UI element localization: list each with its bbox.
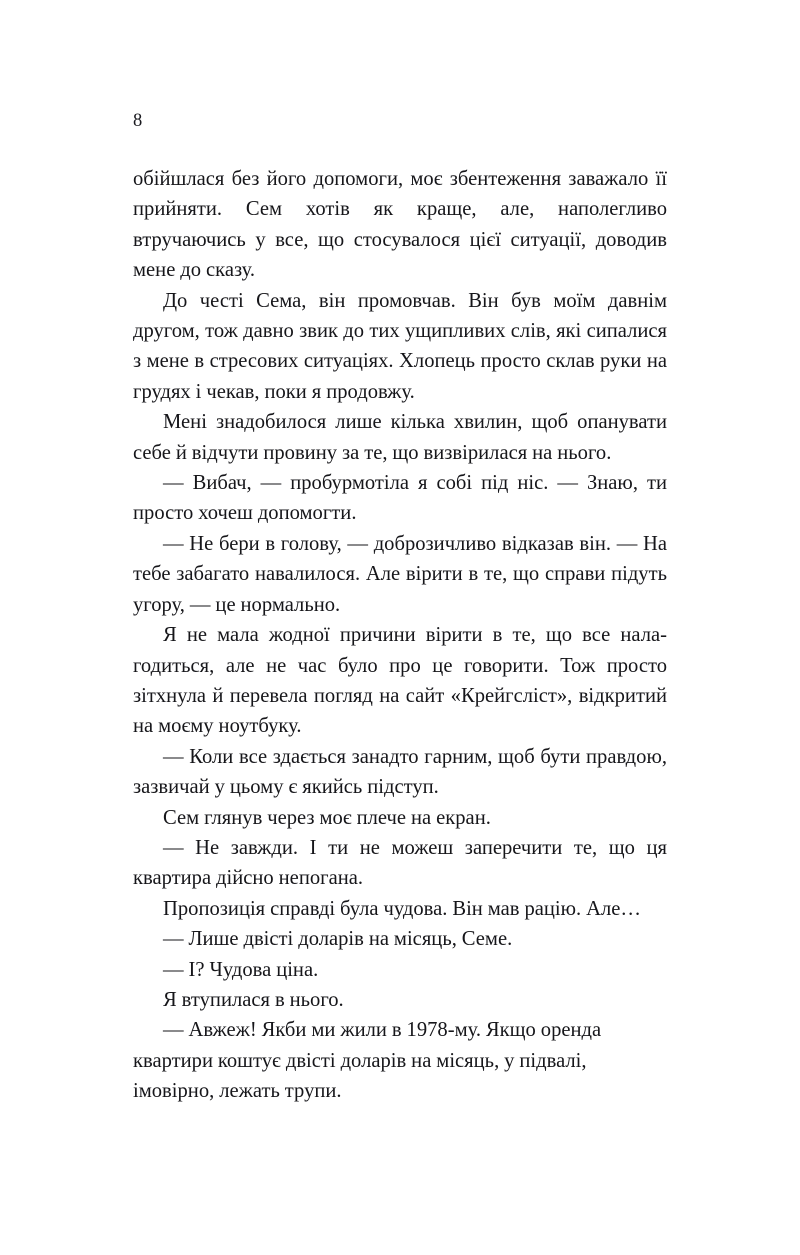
paragraph: — Не завжди. І ти не можеш заперечити те, що ця квартира дійсно непогана. [133,836,667,890]
page-number: 8 [133,111,143,131]
paragraph: До честі Сема, він промовчав. Він був моїм давнім другом, тож давно звик до тих ущипливих слів, які сипалися з мене в стресових ситуаціях. Хлопець просто склав руки на грудях і чекав, поки я продовжу. [133,289,667,403]
paragraph: Мені знадобилося лише кілька хвилин, щоб опанувати себе й відчути провину за те, що визвірилася на нього. [133,411,667,464]
paragraph: — Лише двісті доларів на місяць, Семе. [163,928,513,951]
paragraph: Пропозиція справді була чудова. Він мав рацію. Але… [163,897,642,920]
paragraph: — Коли все здається занадто гарним, щоб бути правдою, зазвичай у цьому є якийсь підступ. [133,745,667,799]
body-text-block [133,164,667,1107]
paragraph: Я втупилася в нього. [163,988,344,1011]
paragraph: Я не мала жодної причини вірити в те, що все налагодиться, але не час було про це говорити. Тож просто зітхнула й перевела погляд на сайт «Крейгсліст», відкритий на моєму ноутбуку. [133,624,667,738]
paragraph: — І? Чудова ціна. [163,958,319,981]
paragraph: — Авжеж! Якби ми жили в 1978-му. Якщо оренда квартири коштує двісті доларів на місяць, у підвалі, імовірно, лежать трупи. [133,1019,602,1103]
paragraph: обійшлася без його допомоги, моє збентеження заважало її прийняти. Сем хотів як краще, але, наполегливо втручаючись у все, що стосувалося цієї ситуації, доводив мене до сказу. [133,168,667,282]
paragraph: — Не бери в голову, — доброзичливо відказав він. — На тебе забагато навалилося. Але вірити в те, що справи підуть угору, — це нормально. [133,532,667,616]
paragraph: — Вибач, — пробурмотіла я собі під ніс. — Знаю, ти просто хочеш допомогти. [133,472,667,525]
paragraph: Сем глянув через моє плече на екран. [163,806,491,829]
